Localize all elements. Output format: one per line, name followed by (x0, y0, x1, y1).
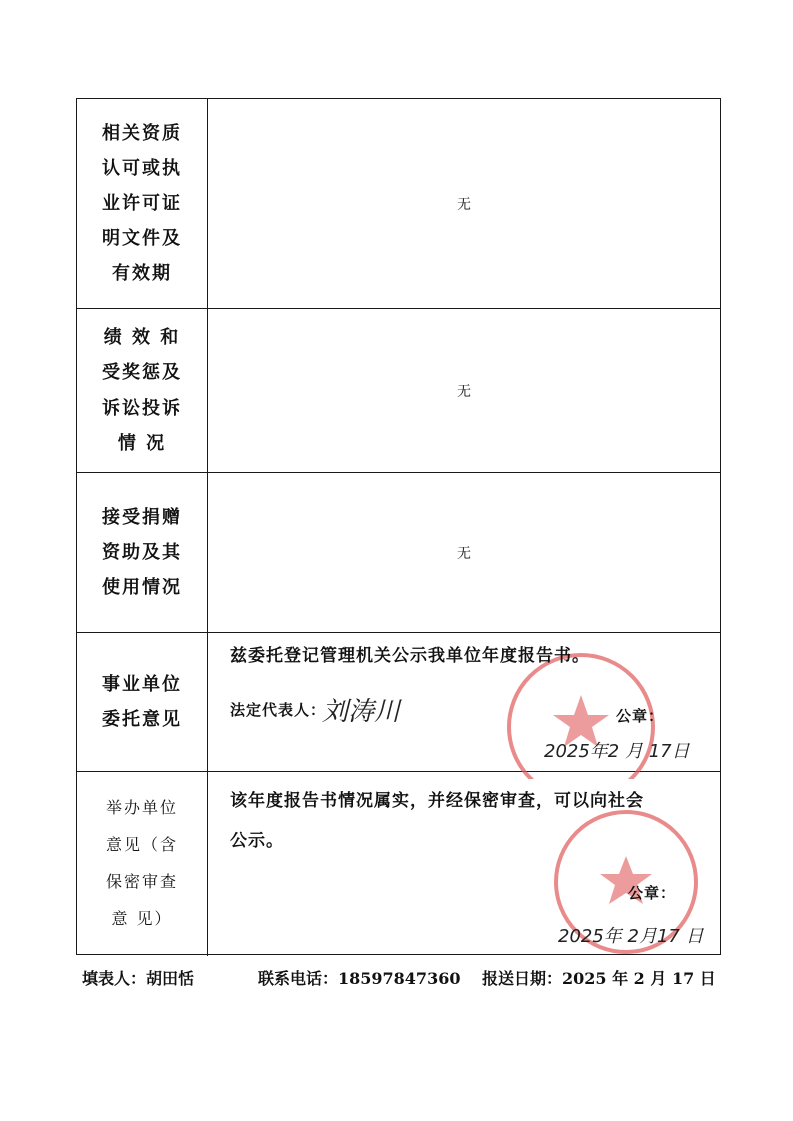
entrust-date: 2025年2 月 17日 (544, 741, 690, 762)
label-line: 认可或执 (102, 157, 182, 179)
label-line: 明文件及 (102, 228, 182, 250)
label-line: 意见（含 (105, 835, 178, 855)
label-line: 保密审查 (105, 872, 178, 891)
label-line: 情 况 (117, 432, 167, 454)
label-line: 事业单位 (102, 673, 182, 695)
sponsor-text-line2: 公示。 (230, 831, 284, 851)
label-line: 绩 效 和 (103, 327, 181, 349)
label-line: 受奖惩及 (102, 362, 182, 384)
label-line: 意 见） (111, 908, 173, 928)
label-line: 使用情况 (102, 577, 182, 599)
performance-row (77, 309, 720, 473)
label-line: 接受捐赠 (102, 506, 182, 528)
label-line: 委托意见 (102, 709, 182, 730)
entrust-value (208, 633, 720, 771)
entrust-seal-label: 公章： (616, 707, 665, 725)
donation-label (77, 473, 208, 632)
label-line: 有效期 (112, 263, 172, 285)
label-line: 举办单位 (105, 798, 178, 818)
sponsor-row (77, 772, 720, 956)
label-line: 资助及其 (102, 541, 182, 563)
entrust-row (77, 633, 720, 772)
sponsor-value (208, 772, 720, 956)
sponsor-text-line1: 该年度报告书情况属实，并经保密审查，可以向社会 (230, 791, 644, 811)
report-date: 报送日期：2025 年 2 月 17 日 (482, 969, 716, 988)
entrust-label (77, 633, 208, 771)
filler-name: 填表人：胡田恬 (82, 969, 195, 988)
label-line: 相关资质 (102, 122, 182, 144)
contact-phone: 联系电话：18597847360 (258, 969, 461, 988)
label-line: 业许可证 (102, 192, 182, 214)
label-line: 诉讼投诉 (102, 397, 182, 419)
donation-row (77, 473, 720, 633)
performance-label (77, 309, 208, 472)
legal-rep-signature: 刘涛川 (322, 697, 401, 727)
legal-rep-label: 法定代表人： (230, 701, 327, 719)
qualification-label (77, 99, 208, 308)
qualification-value: 无 (457, 196, 471, 213)
performance-value: 无 (457, 383, 471, 400)
sponsor-label (77, 772, 208, 956)
sponsor-seal-label: 公章： (628, 884, 677, 902)
report-table (76, 98, 721, 955)
qualification-row (77, 99, 720, 309)
entrust-text: 兹委托登记管理机关公示我单位年度报告书。 (230, 646, 590, 666)
donation-value: 无 (457, 545, 471, 562)
sponsor-date: 2025年 2月17 日 (558, 926, 704, 947)
